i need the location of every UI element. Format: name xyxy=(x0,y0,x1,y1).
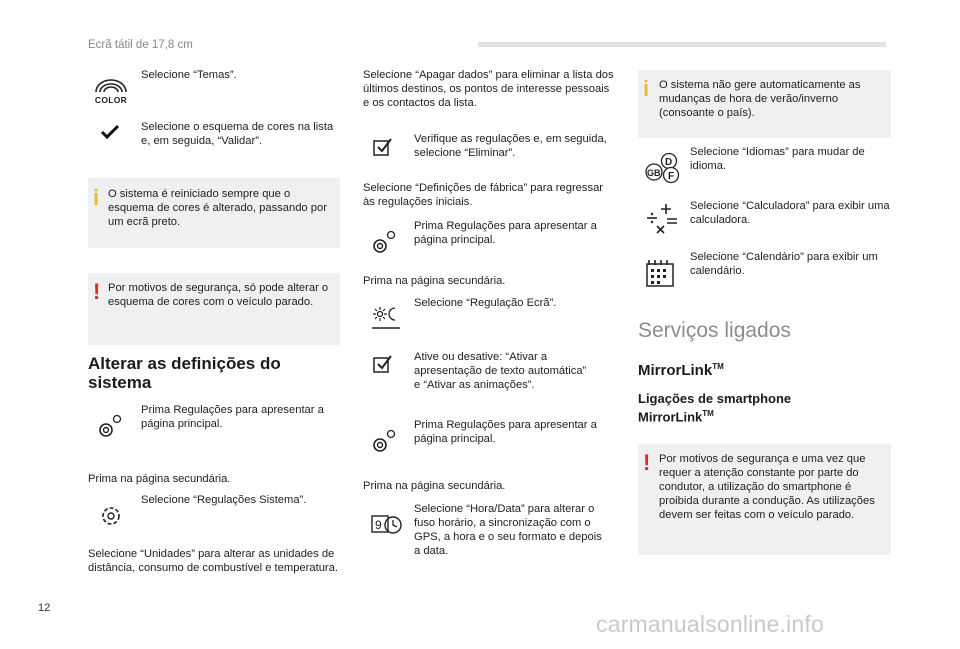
info-box-reinicio xyxy=(88,178,340,248)
brightness-screen-icon xyxy=(370,302,402,336)
info-box-hora xyxy=(638,70,891,138)
ligacoes-line-1: Ligações de smartphone xyxy=(638,391,792,406)
svg-text:F: F xyxy=(668,171,675,182)
heading-ligacoes-smartphone xyxy=(638,391,888,424)
instruction-verifique: Verifique as regulações e, em seguida, selecione “Eliminar”. xyxy=(414,133,607,159)
instruction-calculadora: Selecione “Calculadora” para exibir uma calculadora. xyxy=(690,200,890,226)
clock-time-date-icon xyxy=(370,512,404,542)
warning-box-mirrorlink xyxy=(638,444,891,555)
instruction-pagina-secundaria-3: Prima na página secundária. xyxy=(363,480,506,492)
mirrorlink-text: MirrorLink xyxy=(638,362,713,379)
mirrorlink-tm: TM xyxy=(712,362,724,371)
section-title-definicoes: Alterar as definições do sistema xyxy=(88,354,281,392)
info-icon: i xyxy=(93,185,100,210)
instruction-prima-regulacoes-2: Prima Regulações para apresentar a página principal. xyxy=(414,220,597,246)
svg-text:GB: GB xyxy=(647,168,661,178)
settings-gear-icon xyxy=(96,413,124,445)
warning-icon-2: ! xyxy=(643,450,651,475)
color-palette-icon xyxy=(90,78,132,106)
instruction-apagar-dados: Selecione “Apagar dados” para eliminar a lista dos últimos destinos, os pontos de interesse pessoais e os contactos da lista. xyxy=(363,69,614,109)
settings-gear-icon-3 xyxy=(370,428,398,460)
calculator-icon xyxy=(645,202,679,240)
instruction-ativar: Ative ou desative: “Ativar a apresentação de texto automática” e “Ativar as animações”. xyxy=(414,351,587,391)
instruction-regulacao-ecra: Selecione “Regulação Ecrã”. xyxy=(414,297,557,309)
instruction-regulacoes-sistema: Selecione “Regulações Sistema”. xyxy=(141,494,307,506)
svg-text:D: D xyxy=(665,157,673,168)
instruction-hora-data: Selecione “Hora/Data” para alterar o fuso horário, a sincronização com o GPS, a hora e o seu formato e depois a data. xyxy=(414,503,602,557)
instruction-temas: Selecione “Temas”. xyxy=(141,69,237,81)
calendar-icon xyxy=(645,258,679,292)
page-number: 12 xyxy=(38,602,51,614)
warning-icon: ! xyxy=(93,279,101,304)
ligacoes-line-2 xyxy=(638,406,888,424)
checkbox-toggle-icon xyxy=(372,353,394,379)
page-header-title: Ecrã tátil de 17,8 cm xyxy=(88,39,193,51)
svg-text:9: 9 xyxy=(375,518,382,532)
instruction-calendario: Selecione “Calendário” para exibir um calendário. xyxy=(690,251,878,277)
watermark-logo: carmanualsonline.info xyxy=(596,611,824,637)
language-icon xyxy=(643,152,683,188)
section-title-servicos-ligados: Serviços ligados xyxy=(638,319,791,342)
instruction-unidades: Selecione “Unidades” para alterar as unidades de distância, consumo de combustível e temperatura. xyxy=(88,548,338,574)
system-gear-icon xyxy=(98,503,124,533)
instruction-pagina-secundaria: Prima na página secundária. xyxy=(88,473,231,485)
info-reinicio-text: O sistema é reiniciado sempre que o esquema de cores é alterado, passando por um ecrã preto. xyxy=(108,188,327,228)
color-icon-label: COLOR xyxy=(94,95,128,105)
settings-gear-icon-2 xyxy=(370,229,398,261)
ligacoes-mirrorlink-text: MirrorLink xyxy=(638,409,703,425)
instruction-pagina-secundaria-2: Prima na página secundária. xyxy=(363,275,506,287)
header-divider xyxy=(478,42,886,47)
instruction-esquema: Selecione o esquema de cores na lista e, em seguida, “Validar”. xyxy=(141,121,334,147)
warning-seguranca-text: Por motivos de segurança, só pode alterar o esquema de cores com o veículo parado. xyxy=(108,282,329,308)
instruction-prima-regulacoes: Prima Regulações para apresentar a página principal. xyxy=(141,404,324,430)
heading-mirrorlink xyxy=(638,360,724,378)
warning-mirrorlink-text: Por motivos de segurança e uma vez que requer a atenção constante por parte do condutor, a utilização do smartphone é proibida durante a condução. As utilizações devem ser feitas com o veículo parado. xyxy=(659,453,875,521)
info-hora-text: O sistema não gere automaticamente as mudanças de hora de verão/inverno (consoante o país). xyxy=(659,79,861,119)
warning-box-seguranca xyxy=(88,273,340,345)
ligacoes-tm: TM xyxy=(702,409,714,418)
instruction-idiomas: Selecione “Idiomas” para mudar de idioma. xyxy=(690,146,865,172)
checkbox-confirm-icon xyxy=(372,136,394,162)
instruction-definicoes-fabrica: Selecione “Definições de fábrica” para regressar às regulações iniciais. xyxy=(363,182,604,208)
info-icon-2: i xyxy=(643,76,650,101)
check-icon xyxy=(100,124,120,144)
instruction-prima-regulacoes-3: Prima Regulações para apresentar a página principal. xyxy=(414,419,597,445)
